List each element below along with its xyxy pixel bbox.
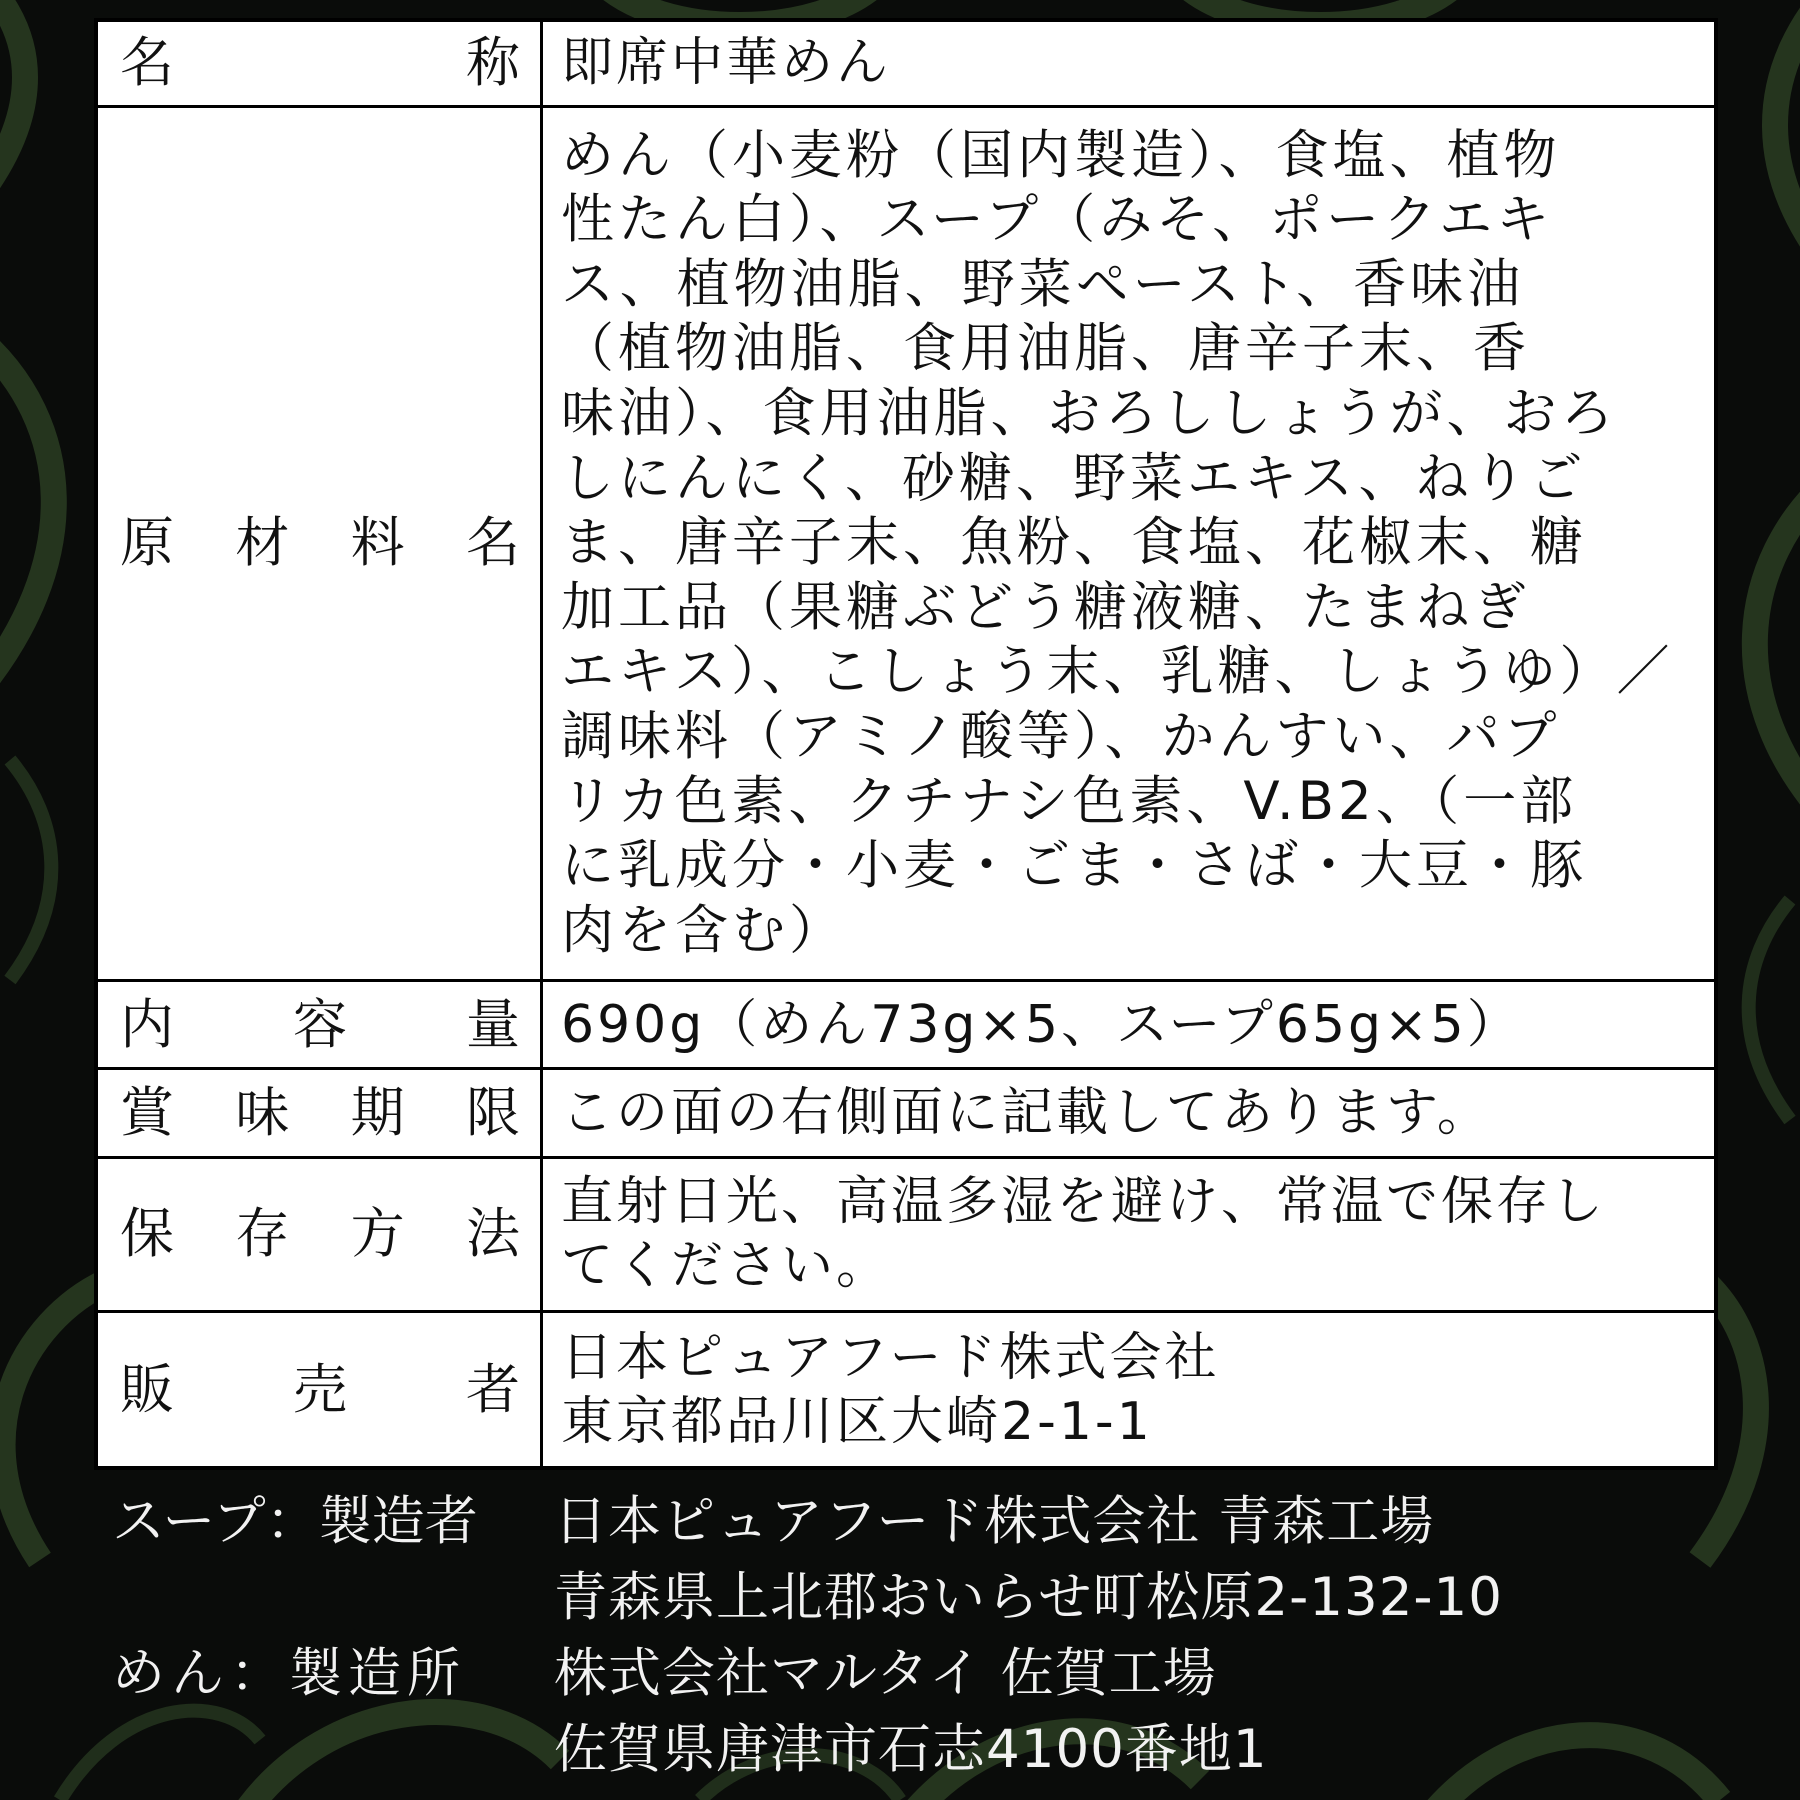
- row-value-seller: [543, 1326, 1714, 1454]
- key-char: 販: [120, 1357, 174, 1421]
- soup-manufacturer-value: [554, 1484, 1503, 1636]
- value-line: この面の右側面に記載してあります。: [561, 1082, 1492, 1143]
- key-char: 内: [120, 992, 174, 1056]
- key-char: 保: [120, 1202, 174, 1266]
- value-line: てください。: [561, 1236, 892, 1297]
- key-char: 限: [465, 1080, 520, 1144]
- table-row: [96, 1069, 1716, 1157]
- key-char: 賞: [120, 1080, 174, 1144]
- row-key-seller: [98, 1357, 540, 1421]
- row-value-best-before: [543, 1081, 1714, 1145]
- key-char: 材: [235, 511, 290, 575]
- row-key-ingredients: [98, 511, 540, 575]
- soup-manufacturer-label: スープ：製造者: [112, 1491, 478, 1552]
- row-key-name: [98, 31, 540, 95]
- noodle-address: 佐賀県唐津市石志4100番地1: [554, 1719, 1268, 1780]
- key-char: 称: [466, 31, 520, 95]
- value-line: 即席中華めん: [561, 33, 892, 94]
- key-char: 味: [235, 1080, 290, 1144]
- noodle-manufacturer-value: [554, 1636, 1268, 1788]
- key-char: 名: [465, 511, 520, 575]
- ingredient-line: めん（小麦粉（国内製造）、食塩、植物: [561, 124, 1561, 186]
- ingredient-line: （植物油脂、食用油脂、唐辛子末、香: [561, 318, 1530, 380]
- table-row: [96, 106, 1716, 980]
- value-line: 日本ピュアフード株式会社: [561, 1327, 1220, 1388]
- ingredient-line: ま、唐辛子末、魚粉、食塩、花椒末、糖: [561, 512, 1587, 574]
- key-char: 原: [120, 511, 174, 575]
- soup-company: 日本ピュアフード株式会社 青森工場: [554, 1491, 1435, 1552]
- key-char: 法: [465, 1202, 520, 1266]
- ingredients-list: [543, 118, 1714, 970]
- ingredient-line: しにんにく、砂糖、野菜エキス、ねりご: [561, 447, 1587, 509]
- table-row: [96, 20, 1716, 106]
- ingredient-line: ス、植物油脂、野菜ペースト、香味油: [561, 253, 1525, 315]
- key-char: 方: [350, 1202, 405, 1266]
- key-char: 者: [466, 1357, 520, 1421]
- key-char: 量: [466, 992, 520, 1056]
- key-char: 期: [350, 1080, 405, 1144]
- noodle-manufacturer-label: めん：製造所: [112, 1643, 466, 1704]
- value-line: 東京都品川区大崎2-1-1: [561, 1391, 1153, 1452]
- row-key-contents: [98, 992, 540, 1056]
- table-row: [96, 1157, 1716, 1311]
- row-key-storage: [98, 1202, 540, 1266]
- soup-manufacturer: [112, 1484, 1503, 1636]
- ingredient-line: 味油）、食用油脂、おろししょうが、おろ: [561, 382, 1618, 444]
- table-row: [96, 1312, 1716, 1468]
- value-line: 直射日光、高温多湿を避け、常温で保存し: [561, 1172, 1607, 1233]
- key-char: 料: [350, 511, 405, 575]
- noodle-company: 株式会社マルタイ 佐賀工場: [554, 1643, 1217, 1704]
- ingredient-line: エキス）、こしょう末、乳糖、しょうゆ）／: [561, 641, 1674, 703]
- table-row: [96, 981, 1716, 1069]
- ingredient-line: 加工品（果糖ぶどう糖液糖、たまねぎ: [561, 576, 1530, 638]
- key-char: 名: [120, 31, 174, 95]
- soup-address: 青森県上北郡おいらせ町松原2-132-10: [554, 1567, 1503, 1628]
- key-char: 容: [293, 992, 347, 1056]
- row-value-storage: [543, 1170, 1714, 1298]
- ingredient-line: リカ色素、クチナシ色素、V.B2、（一部: [561, 770, 1578, 832]
- key-char: 存: [235, 1202, 290, 1266]
- value-line: 690g（めん73g×5、スープ65g×5）: [561, 994, 1522, 1055]
- food-label-table: [94, 18, 1718, 1470]
- ingredient-line: 調味料（アミノ酸等）、かんすい、パプ: [561, 705, 1561, 767]
- row-key-best-before: [98, 1080, 540, 1144]
- row-value-name: [543, 31, 1714, 95]
- ingredient-line: に乳成分・小麦・ごま・さば・大豆・豚: [561, 835, 1587, 897]
- ingredient-line: 性たん白）、スープ（みそ、ポークエキ: [561, 189, 1554, 251]
- row-value-contents: [543, 993, 1714, 1057]
- noodle-manufacturer: [112, 1636, 1503, 1788]
- ingredient-line: 肉を含む）: [561, 899, 846, 961]
- manufacturer-info: [112, 1484, 1503, 1788]
- key-char: 売: [293, 1357, 347, 1421]
